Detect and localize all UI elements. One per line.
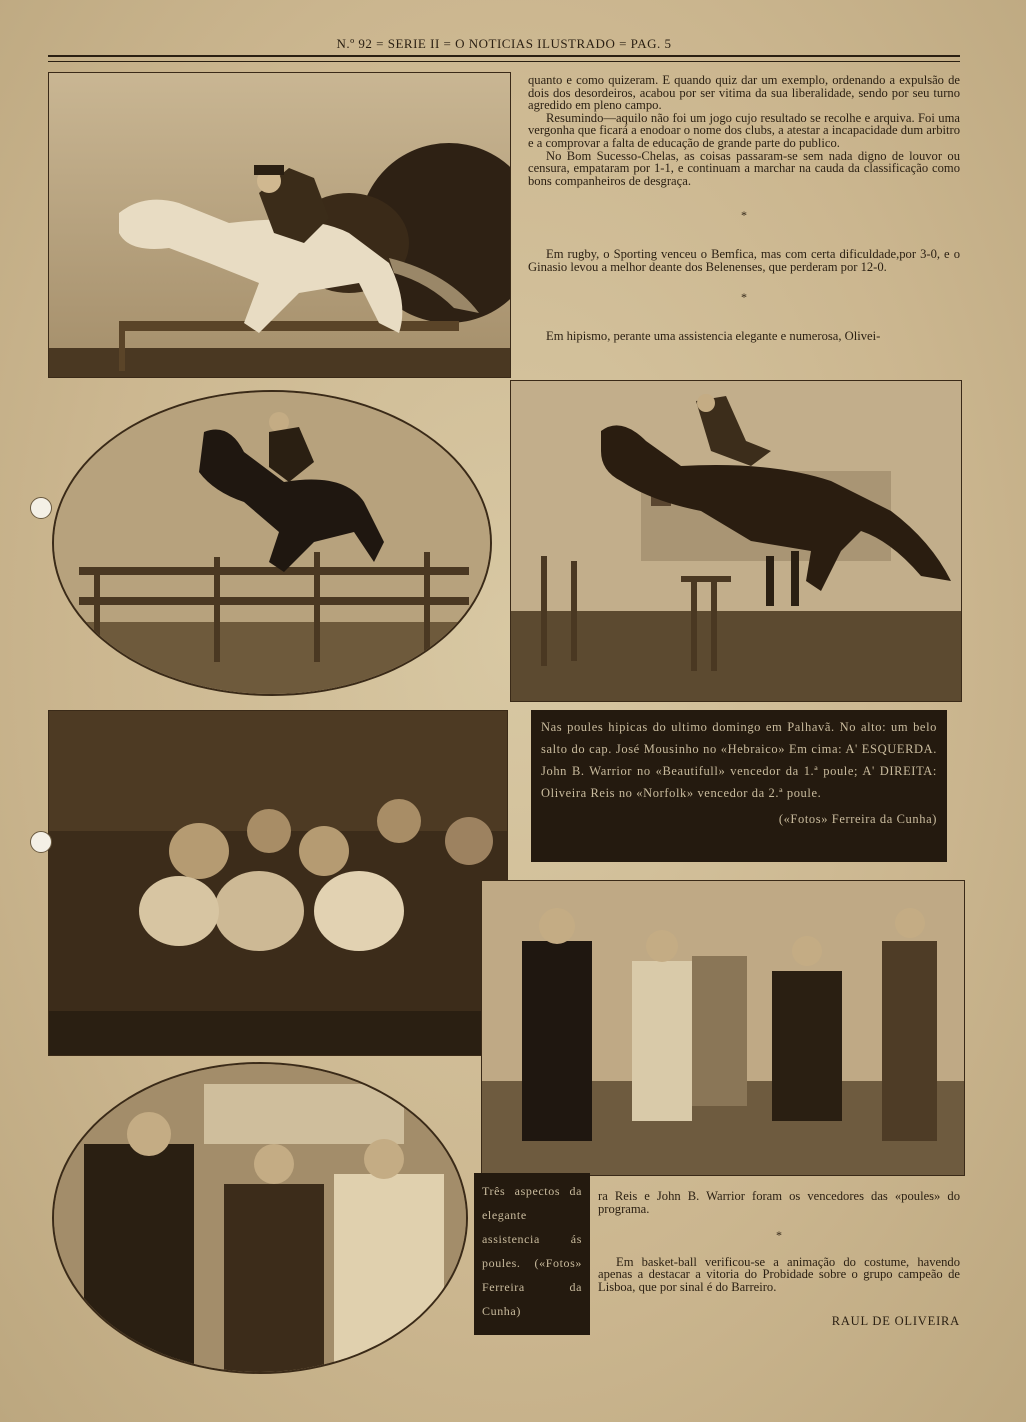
article-paragraph: Resumindo—aquilo não foi um jogo cujo resultado se recolhe e arquiva. Foi uma vergonha que ficará a enodoar o nome dos clubs, a atestar a incapacidade dum arbitro e a comprovar a falta de educação de grande parte do publico. [528, 110, 960, 150]
punch-hole [30, 497, 52, 519]
photo-walking-spectators [481, 880, 965, 1176]
article-paragraph: No Bom Sucesso-Chelas, as coisas passaram-se sem nada digno de louvor ou censura, empataram por 1-1, e continuam a marchar na cauda da classificação como bons companheiros de desgraça. [528, 148, 960, 188]
separator-star: * [741, 290, 747, 305]
header-rule [48, 55, 960, 62]
article-bottom [598, 1190, 960, 1300]
article-paragraph: ra Reis e John B. Warrior foram os vencedores das «poules» do programa. [598, 1189, 960, 1216]
photo-seated-spectators [48, 710, 508, 1056]
caption-main [531, 710, 947, 862]
photo-women-spectators-oval [52, 1062, 468, 1374]
caption-credit: («Fotos» Ferreira da Cunha) [778, 812, 937, 826]
article-paragraph: Em hipismo, perante uma assistencia elegante e numerosa, Olivei- [546, 328, 881, 343]
author-signature: RAUL DE OLIVEIRA [831, 1314, 960, 1328]
article-paragraph: Em rugby, o Sporting venceu o Bemfica, mas com certa dificuldade,por 3-0, e o Ginasio levou a melhor deante dos Belenenses, que perderam por 12-0. [528, 246, 960, 274]
caption-text: Nas poules hipicas do ultimo domingo em Palhavã. No alto: um belo salto do cap. José Mousinho no «Hebraico» Em cima: A' ESQUERDA. John B. Warrior no «Beautifull» vencedor da 1.ª poule; A' DIREITA: Oliveira Reis no «Norfolk» vencedor da 2.ª poule. [541, 720, 937, 800]
article-paragraph: Em basket-ball verificou-se a animação do costume, havendo apenas a destacar a vitoria do Probidade sobre o grupo campeão de Lisboa, que por sinal é do Barreiro. [598, 1254, 960, 1294]
punch-hole [30, 831, 52, 853]
caption-text: Três aspectos da elegante assistencia ás poules. («Fotos» Ferreira da Cunha) [482, 1184, 582, 1318]
separator-star: * [776, 1228, 782, 1243]
separator-star: * [741, 208, 747, 223]
article-top [528, 74, 960, 364]
article-paragraph: quanto e como quizeram. E quando quiz dar um exemplo, ordenando a expulsão de dois dos desordeiros, acabou por ser vitima da sua liberalidade, sendo por seu turno agredido em pleno campo. [528, 73, 960, 113]
photo-dark-horse-oval [52, 390, 492, 696]
photo-white-horse-jump [48, 72, 511, 378]
caption-small [474, 1173, 590, 1335]
page-header: N.º 92 = SERIE II = O NOTICIAS ILUSTRADO = PAG. 5 [336, 36, 672, 51]
photo-officer-horse-jump [510, 380, 962, 702]
